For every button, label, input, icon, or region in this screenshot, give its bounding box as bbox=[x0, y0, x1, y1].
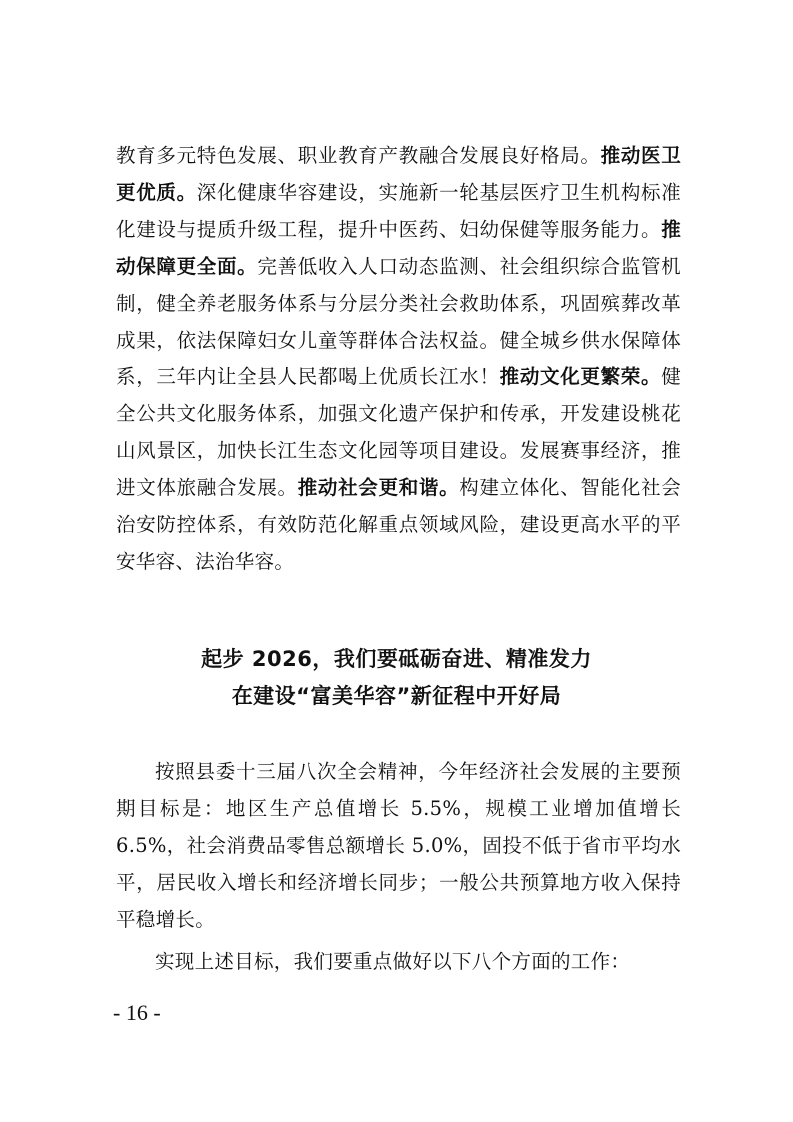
paragraph-run: 教育多元特色发展、职业教育产教融合发展良好格局。 bbox=[116, 144, 601, 167]
paragraph-run: 健全公共文化服务体系，加强文化遗产保护和传承，开发建设桃花山风景区，加快长江生态文化园等项目建设。发展赛事经济，推进文体旅融合发展。 bbox=[116, 365, 682, 500]
bold-heading-run: 推动医卫更优质。 bbox=[116, 144, 682, 204]
section-heading-line-2: 在建设“富美华容”新征程中开好局 bbox=[231, 684, 562, 708]
bold-heading-run: 推动文化更繁荣。 bbox=[499, 365, 662, 389]
bold-heading-run: 推动保障更全面。 bbox=[116, 217, 681, 278]
paragraph-run: 完善低收入人口动态监测、社会组织综合监管机制，健全养老服务体系与分层分类社会救助体系，巩固殡葬改革成果，依法保障妇女儿童等群体合法权益。健全城乡供水保障体系，三年内让全县人民都喝上优质长江水！ bbox=[116, 254, 681, 389]
body-paragraph-3: 实现上述目标，我们要重点做好以下八个方面的工作： bbox=[155, 950, 631, 973]
paragraph-run: 深化健康华容建设，实施新一轮基层医疗卫生机构标准化建设与提质升级工程，提升中医药、妇幼保健等服务能力。 bbox=[116, 180, 682, 241]
bold-heading-run: 推动社会更和谐。 bbox=[297, 476, 460, 500]
page-number: - 16 - bbox=[113, 1000, 161, 1025]
section-heading-line-1: 起步 2026，我们要砥砺奋进、精准发力 bbox=[201, 647, 592, 671]
body-paragraph-1 bbox=[116, 138, 681, 581]
section-heading bbox=[100, 641, 693, 715]
paragraph-run: 构建立体化、智能化社会治安防控体系，有效防范化解重点领域风险，建设更高水平的平安华容、法治华容。 bbox=[116, 476, 681, 573]
body-paragraph-2: 按照县委十三届八次全会精神，今年经济社会发展的主要预期目标是：地区生产总值增长 5.5%，规模工业增加值增长 6.5%，社会消费品零售总额增长 5.0%，固投不低于省市平均水平，居民收入增长和经济增长同步；一般公共预算地方收入保持平稳增长。 bbox=[116, 760, 681, 931]
